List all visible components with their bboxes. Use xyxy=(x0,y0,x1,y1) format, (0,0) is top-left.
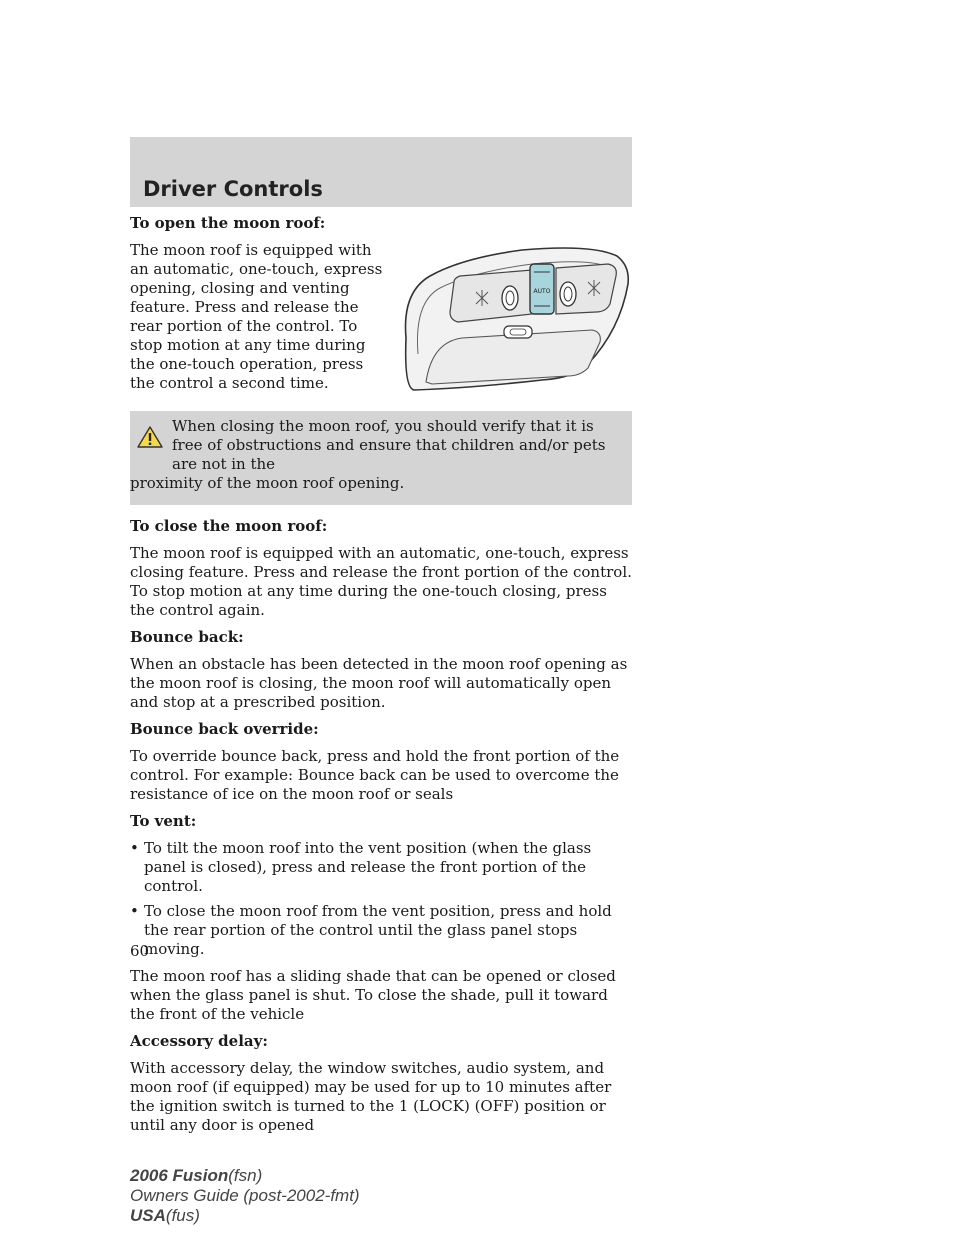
footer-market: USA xyxy=(130,1206,166,1225)
open-section xyxy=(130,214,632,401)
page-content xyxy=(130,214,632,1143)
accessory-text: With accessory delay, the window switches, audio system, and moon roof (if equipped) may be used for up to 10 minutes after the ignition switch is turned to the 1 (LOCK) (OFF) position or until any door is opened xyxy=(130,1059,612,1134)
list-item: • To close the moon roof from the vent position, press and hold the rear portion of the control until the glass panel stops moving. xyxy=(130,902,612,958)
footer-model: 2006 Fusion xyxy=(130,1166,229,1185)
footer xyxy=(130,1166,360,1226)
vent-heading: To vent: xyxy=(130,812,197,830)
warning-triangle-icon xyxy=(137,425,163,449)
open-heading: To open the moon roof: xyxy=(130,214,326,232)
shade-text: The moon roof has a sliding shade that can be opened or closed when the glass panel is shut. To close the shade, pull it toward the front of the vehicle xyxy=(130,967,616,1023)
footer-guide: Owners Guide (post-2002-fmt) xyxy=(130,1186,360,1205)
warning-text-cont: proximity of the moon roof opening. xyxy=(130,474,405,492)
warning-text: When closing the moon roof, you should verify that it is free of obstructions and ensure that children and/or pets are not in the xyxy=(172,417,606,473)
open-text: The moon roof is equipped with an automatic, one-touch, express opening, closing and venting feature. Press and release the rear portion of the control. To stop motion at any time during the one-touch operation, press the control a second time. xyxy=(130,241,383,392)
accessory-heading: Accessory delay: xyxy=(130,1032,268,1050)
footer-market-code: (fus) xyxy=(165,1206,200,1225)
switch-label: AUTO xyxy=(533,288,551,295)
bounce-text: When an obstacle has been detected in the moon roof opening as the moon roof is closing, the moon roof will automatically open and stop at a prescribed position. xyxy=(130,655,628,711)
override-heading: Bounce back override: xyxy=(130,720,319,738)
bullet-icon: • xyxy=(130,902,139,920)
bounce-heading: Bounce back: xyxy=(130,628,244,646)
override-text: To override bounce back, press and hold the front portion of the control. For example: Bounce back can be used to overcome the resistance of ice on the moon roof or seals xyxy=(130,747,620,803)
section-title: Driver Controls xyxy=(143,177,323,201)
list-item: • To tilt the moon roof into the vent position (when the glass panel is closed), press and release the front portion of the control. xyxy=(130,839,592,895)
section-header xyxy=(130,137,632,207)
close-text: The moon roof is equipped with an automatic, one-touch, express closing feature. Press and release the front portion of the control. To stop motion at any time during the one-touch closing, press the control again. xyxy=(130,544,632,619)
moon-roof-control-illustration xyxy=(392,242,632,394)
close-heading: To close the moon roof: xyxy=(130,517,328,535)
footer-model-code: (fsn) xyxy=(228,1166,263,1185)
bullet-icon: • xyxy=(130,839,139,857)
warning-box xyxy=(130,411,632,505)
page-number: 60 xyxy=(130,942,150,960)
vent-list xyxy=(130,839,632,959)
